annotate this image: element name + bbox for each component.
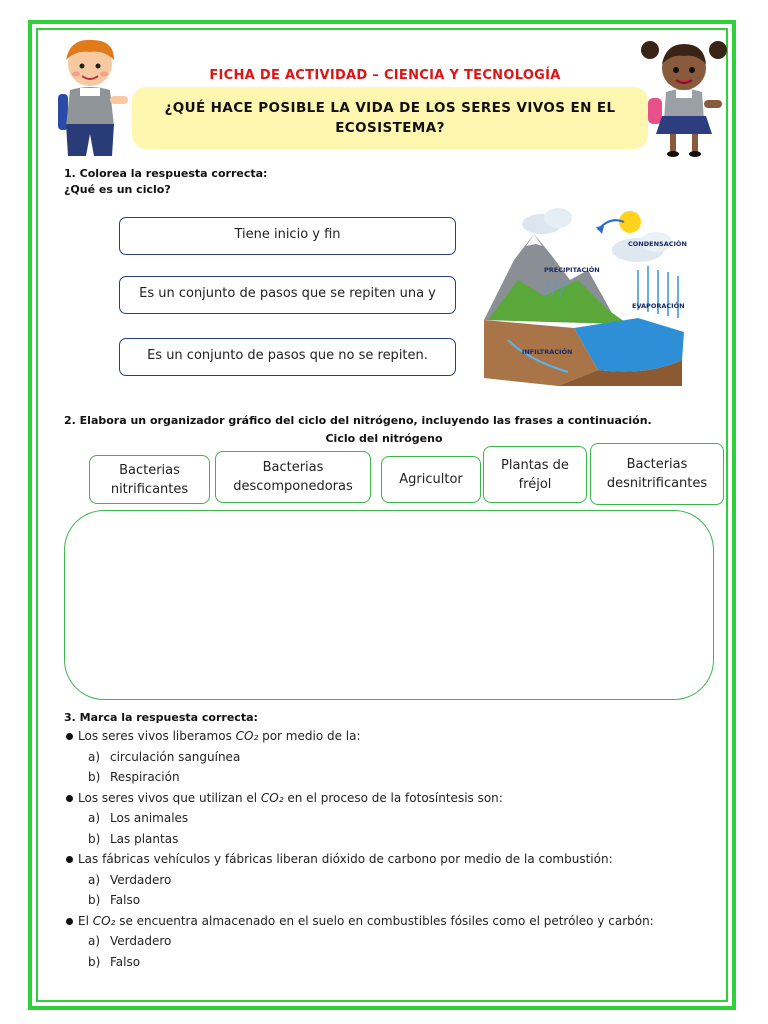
question-3-option-a[interactable]: a) Verdadero	[88, 873, 172, 887]
question-4-option-b[interactable]: b) Falso	[88, 955, 141, 969]
main-question	[140, 98, 640, 138]
section1-question: ¿Qué es un ciclo?	[64, 183, 171, 196]
question-2-option-b[interactable]: b) Las plantas	[88, 832, 179, 846]
tag-bacterias-nitrificantes: Bacterias nitrificantes	[89, 455, 210, 504]
option-box-2[interactable]	[119, 276, 456, 314]
question-1: Los seres vivos liberamos CO₂ por medio de la:	[66, 729, 361, 743]
question-1-option-a[interactable]: a) circulación sanguínea	[88, 750, 241, 764]
tag-plantas-de-frejol: Plantas de fréjol	[483, 446, 587, 503]
bullet-icon	[66, 856, 73, 863]
label-infiltracion: INFILTRACIÓN	[522, 348, 573, 356]
bullet-icon	[66, 795, 73, 802]
main-question-line-2: ECOSISTEMA?	[335, 120, 445, 136]
girl-illustration	[636, 36, 732, 160]
option-text-3: Es un conjunto de pasos que no se repiten.	[147, 348, 428, 363]
label-evaporacion: EVAPORACIÓN	[632, 302, 685, 310]
question-1-option-b[interactable]: b) Respiración	[88, 770, 180, 784]
water-cycle-illustration	[478, 200, 700, 390]
option-text-2: Es un conjunto de pasos que se repiten una y	[139, 286, 436, 301]
option-box-1[interactable]	[119, 217, 456, 255]
question-2: Los seres vivos que utilizan el CO₂ en el proceso de la fotosíntesis son:	[66, 791, 503, 805]
section3-heading: 3. Marca la respuesta correcta:	[64, 711, 258, 724]
section2-subtitle: Ciclo del nitrógeno	[325, 432, 443, 445]
question-4: El CO₂ se encuentra almacenado en el suelo en combustibles fósiles como el petróleo y carbón:	[66, 914, 654, 928]
tag-agricultor: Agricultor	[381, 456, 481, 503]
question-4-option-a[interactable]: a) Verdadero	[88, 934, 172, 948]
bullet-icon	[66, 918, 73, 925]
question-2-option-a[interactable]: a) Los animales	[88, 811, 189, 825]
bullet-icon	[66, 733, 73, 740]
question-3-option-b[interactable]: b) Falso	[88, 893, 141, 907]
section2-heading: 2. Elabora un organizador gráfico del ciclo del nitrógeno, incluyendo las frases a continuación.	[64, 414, 652, 427]
graphic-organizer-area[interactable]	[64, 510, 714, 700]
option-box-3[interactable]	[119, 338, 456, 376]
label-precipitacion: PRECIPITACIÓN	[544, 266, 600, 274]
label-condensacion: CONDENSACIÓN	[628, 240, 687, 248]
boy-illustration	[44, 34, 136, 160]
question-3: Las fábricas vehículos y fábricas liberan dióxido de carbono por medio de la combustión:	[66, 852, 613, 866]
section1-heading: 1. Colorea la respuesta correcta:	[64, 167, 268, 180]
main-question-line-1: ¿QUÉ HACE POSIBLE LA VIDA DE LOS SERES VIVOS EN EL	[164, 100, 616, 116]
tag-bacterias-descomponedoras: Bacterias descomponedoras	[215, 451, 371, 503]
option-text-1: Tiene inicio y fin	[234, 227, 341, 242]
activity-title: FICHA DE ACTIVIDAD – CIENCIA Y TECNOLOGÍA	[209, 68, 561, 83]
tag-bacterias-desnitrificantes: Bacterias desnitrificantes	[590, 443, 724, 505]
